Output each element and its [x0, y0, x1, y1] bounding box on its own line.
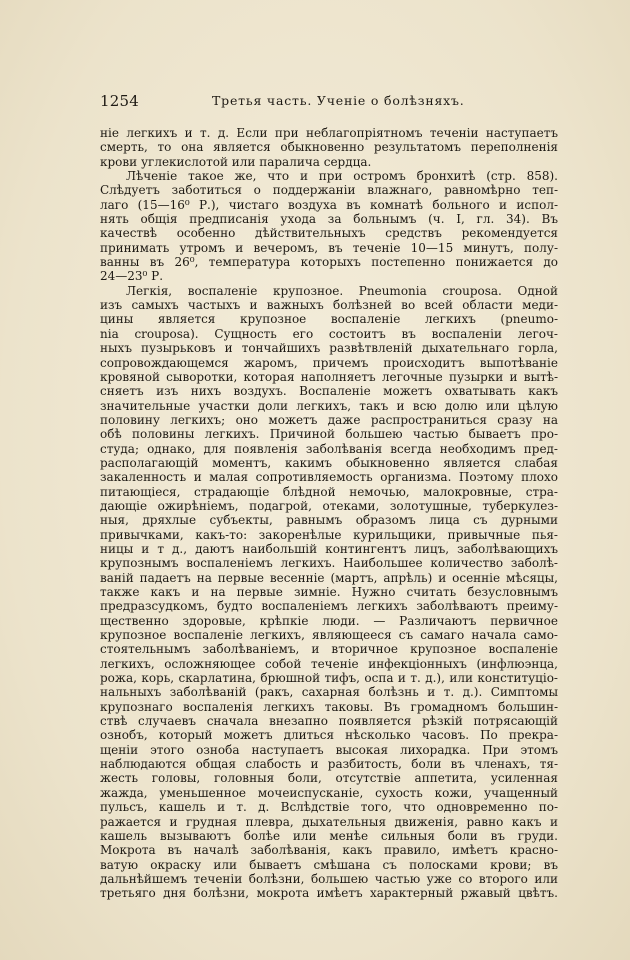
text-line: питающіеся, страдающіе блѣдной немочью, малокровные, стра- [100, 484, 558, 499]
text-line: закаленность и малая сопротивляемость организма. Поэтому плохо [100, 470, 558, 485]
text-line: ражается и грудная плевра, дыхательныя движенія, равно какъ и [100, 814, 558, 829]
text-line: изъ самыхъ частыхъ и важныхъ болѣзней во всей области меди- [100, 298, 558, 313]
text-line: ныя, дряхлые субъекты, равнымъ образомъ лица съ дурными [100, 513, 558, 528]
text-line: Мокрота въ началѣ заболѣванія, какъ правило, имѣетъ красно- [100, 843, 558, 858]
text-line: лаго (15—16⁰ Р.), чистаго воздуха въ комнатѣ больного и испол- [100, 197, 558, 212]
text-line: кровяной сыворотки, которая наполняетъ легочные пузырки и вытѣ- [100, 369, 558, 384]
text-line: ствѣ случаевъ сначала внезапно появляется рѣзкій потрясающій [100, 714, 558, 729]
text-line: располагающій моментъ, какимъ обыкновенно является слабая [100, 455, 558, 470]
body-text [100, 126, 558, 901]
text-line: нальныхъ заболѣваній (ракъ, сахарная болѣзнь и т. д.). Симптомы [100, 685, 558, 700]
text-line: дающіе ожирѣніемъ, подагрой, отеками, золотушные, туберкулез- [100, 498, 558, 513]
text-line: крови углекислотой или паралича сердца. [100, 154, 372, 169]
text-line: ніе легкихъ и т. д. Если при неблагопріятномъ теченіи наступаетъ [100, 126, 558, 140]
text-line: nia crouposa). Сущность его состоитъ въ воспаленіи легоч- [100, 326, 558, 341]
text-line: обѣ половины легкихъ. Причиной большею частью бываетъ про- [100, 427, 558, 442]
text-line: ныхъ пузырьковъ и тончайшихъ развѣтвленій дыхательнаго горла, [100, 341, 558, 356]
text-line: цины является крупозное воспаленіе легкихъ (pneumo- [100, 312, 558, 327]
text-line: ватую окраску или бываетъ смѣшана съ полосками крови; въ [100, 857, 558, 872]
text-line: крупознаго воспаленія легкихъ таковы. Въ громадномъ большин- [100, 699, 558, 714]
text-line: сняетъ изъ нихъ воздухъ. Воспаленіе можетъ охватывать какъ [100, 384, 558, 399]
text-line: Слѣдуетъ заботиться о поддержаніи влажнаго, равномѣрно теп- [100, 183, 558, 198]
text-line: привычками, какъ-то: закоренѣлые курильщики, привычные пья- [100, 527, 558, 542]
text-line: третьяго дня болѣзни, мокрота имѣетъ характерный ржавый цвѣтъ. [100, 886, 558, 901]
text-line: нять общія предписанія ухода за больнымъ (ч. I, гл. 34). Въ [100, 212, 558, 227]
text-line: дальнѣйшемъ теченіи болѣзни, большею частью уже со второго или [100, 871, 558, 886]
text-line: щеніи этого озноба наступаетъ высокая лихорадка. При этомъ [100, 742, 558, 757]
page-header [100, 92, 558, 112]
running-head: Третья часть. Ученіе о болѣзняхъ. [212, 93, 465, 108]
text-line: предразсудкомъ, будто воспаленіемъ легкихъ заболѣваютъ преиму- [100, 599, 558, 614]
text-line: жажда, уменьшенное мочеиспусканіе, сухость кожи, учащенный [100, 785, 558, 800]
text-line: ницы и т д., даютъ наибольшій контингентъ лицъ, заболѣвающихъ [100, 541, 558, 556]
text-line: рожа, корь, скарлатина, брюшной тифъ, оспа и т. д.), или конституціо- [100, 671, 558, 686]
text-line: крупозное воспаленіе легкихъ, являющееся съ самаго начала само- [100, 628, 558, 643]
text-line: ознобъ, который можетъ длиться нѣсколько часовъ. По прекра- [100, 728, 558, 743]
text-line: также какъ и на первые зимніе. Нужно считать безусловнымъ [100, 585, 558, 599]
page-number: 1254 [100, 92, 139, 110]
text-line: качествѣ особенно дѣйствительныхъ средствъ рекомендуется [100, 226, 558, 241]
text-line: кашель вызываютъ болѣе или менѣе сильныя боли въ груди. [100, 828, 558, 843]
text-line: значительные участки доли легкихъ, такъ и всю долю или цѣлую [100, 398, 558, 413]
text-line: Легкія, воспаленіе крупозное. Pneumonia crouposa. Одной [126, 283, 558, 298]
text-line: наблюдаются общая слабость и разбитость, боли въ членахъ, тя- [100, 757, 558, 772]
text-line: принимать утромъ и вечеромъ, въ теченіе 10—15 минутъ, полу- [100, 240, 558, 255]
text-line: Лѣченіе такое же, что и при остромъ бронхитѣ (стр. 858). [126, 169, 558, 184]
text-line: сопровождающемся жаромъ, причемъ происходитъ выпотѣваніе [100, 355, 558, 370]
text-line: жесть головы, головныя боли, отсутствіе аппетита, усиленная [100, 771, 558, 786]
text-line: стоятельнымъ заболѣваніемъ, и вторичное крупозное воспаленіе [100, 642, 558, 657]
text-line: пульсъ, кашель и т. д. Вслѣдствіе того, что одновременно по- [100, 800, 558, 815]
text-line: студа; однако, для появленія заболѣванія всегда необходимъ пред- [100, 441, 558, 456]
text-line: смерть, то она является обыкновенно результатомъ переполненія [100, 140, 558, 155]
text-line: ванны въ 26⁰, температура которыхъ постепенно понижается до [100, 255, 558, 270]
text-line: крупознымъ воспаленіемъ легкихъ. Наибольшее количество заболѣ- [100, 556, 558, 571]
text-line: половину легкихъ; оно можетъ даже распространиться сразу на [100, 412, 558, 427]
text-line: щественно здоровые, крѣпкіе люди. — Различаютъ первичное [100, 613, 558, 628]
text-line: легкихъ, осложняющее собой теченіе инфекціонныхъ (инфлюэнца, [100, 656, 558, 671]
text-line: 24—23⁰ Р. [100, 269, 164, 284]
text-line: ваній падаетъ на первые весенніе (мартъ, апрѣль) и осенніе мѣсяцы, [100, 570, 558, 585]
